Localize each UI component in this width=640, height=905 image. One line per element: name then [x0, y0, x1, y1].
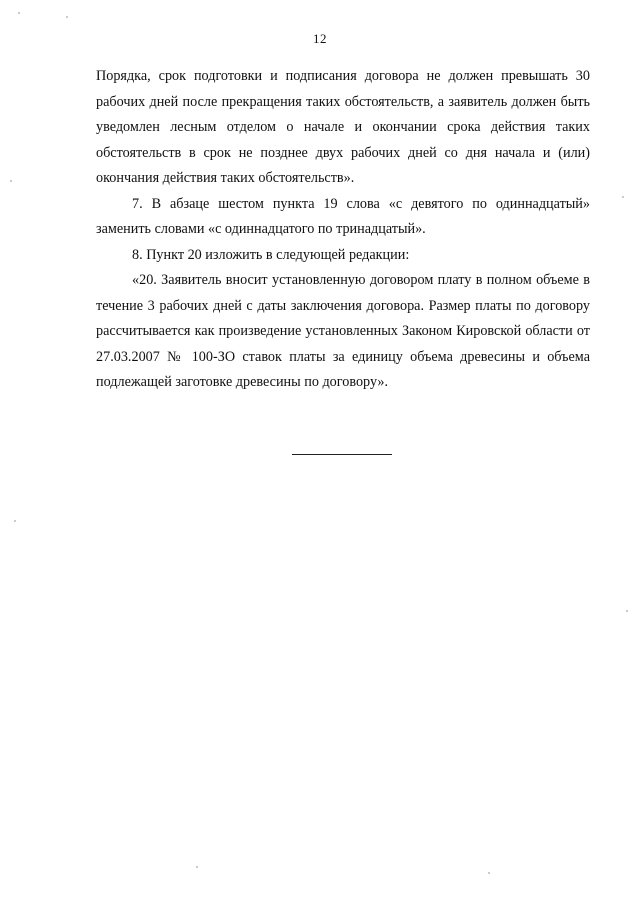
document-body	[96, 64, 590, 396]
paragraph-continuation: Порядка, срок подготовки и подписания договора не должен превышать 30 рабочих дней после прекращения таких обстоятельств, а заявитель должен быть уведомлен лесным отделом о начале и окончании срока действия таких обстоятельств в срок не позднее двух рабочих дней со дня начала и (или) окончания действия таких обстоятельств».	[96, 68, 590, 186]
end-of-text-rule	[292, 454, 392, 455]
scan-speck	[18, 12, 20, 14]
scan-speck	[196, 866, 198, 868]
scan-speck	[622, 196, 624, 198]
scan-speck	[488, 872, 490, 874]
scan-speck	[10, 180, 12, 182]
scan-speck	[626, 610, 628, 612]
paragraph-item-7: 7. В абзаце шестом пункта 19 слова «с девятого по одиннадцатый» заменить словами «с одиннадцатого по тринадцатый».	[96, 195, 590, 237]
page-number: 12	[313, 31, 327, 46]
paragraph-item-20-text: «20. Заявитель вносит установленную договором плату в полном объеме в течение 3 рабочих дней с даты заключения договора. Размер платы по договору рассчитывается как произведение установленных Законом Кировской области от 27.03.2007 № 100-ЗО ставок платы за единицу объема древесины и объема подлежащей заготовке древесины по договору».	[96, 272, 590, 390]
paragraph-item-8: 8. Пункт 20 изложить в следующей редакции:	[132, 246, 410, 263]
scan-speck	[66, 16, 68, 18]
scan-speck	[14, 520, 16, 522]
